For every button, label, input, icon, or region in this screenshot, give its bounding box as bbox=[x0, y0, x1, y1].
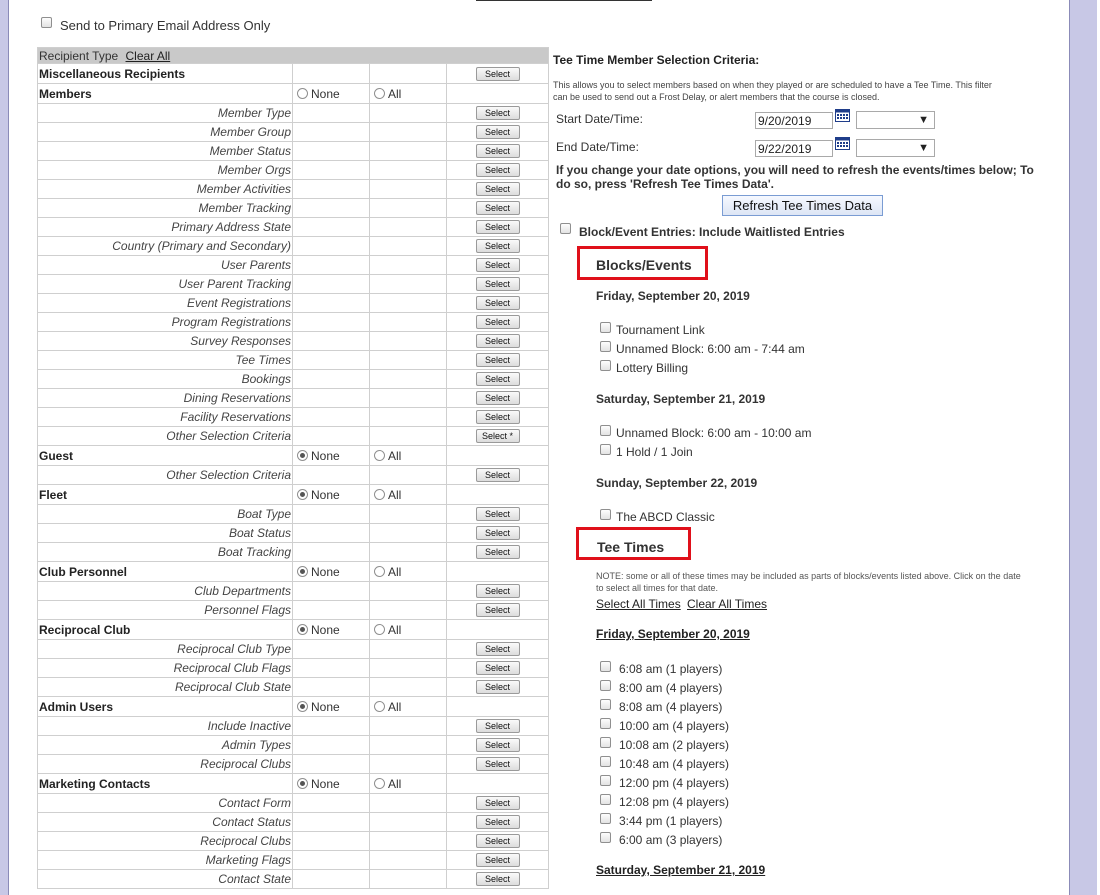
tee-time-checkbox[interactable] bbox=[600, 794, 611, 805]
tee-time-checkbox[interactable] bbox=[600, 737, 611, 748]
none-label: None bbox=[311, 487, 340, 502]
criteria-desc-line1: This allows you to select members based on when they played or are scheduled to have a Tee Time. This filter bbox=[553, 80, 992, 90]
all-label: All bbox=[388, 776, 402, 791]
end-time-dropdown[interactable] bbox=[856, 139, 935, 157]
members-row bbox=[38, 84, 549, 104]
criteria-label: Reciprocal Clubs bbox=[38, 755, 293, 774]
criteria-label: Member Status bbox=[38, 142, 293, 161]
select-button[interactable]: Select bbox=[476, 796, 520, 810]
end-calendar-icon[interactable] bbox=[835, 137, 850, 150]
tee-time-checkbox[interactable] bbox=[600, 699, 611, 710]
table-row bbox=[38, 466, 549, 485]
none-radio[interactable] bbox=[297, 624, 308, 635]
criteria-label: Boat Type bbox=[38, 505, 293, 524]
select-button[interactable]: Select bbox=[476, 642, 520, 656]
none-radio[interactable] bbox=[297, 566, 308, 577]
blocks-events-heading: Blocks/Events bbox=[596, 257, 692, 273]
criteria-label: Dining Reservations bbox=[38, 389, 293, 408]
reciprocal_club-row bbox=[38, 620, 549, 640]
marketing_contacts-none-option[interactable] bbox=[293, 774, 370, 794]
criteria-label: User Parent Tracking bbox=[38, 275, 293, 294]
tee-time-checkbox[interactable] bbox=[600, 718, 611, 729]
criteria-label: Contact Form bbox=[38, 794, 293, 813]
table-row bbox=[38, 199, 549, 218]
block-date-heading: Saturday, September 21, 2019 bbox=[596, 392, 766, 406]
table-row bbox=[38, 755, 549, 774]
block-label: Lottery Billing bbox=[616, 361, 689, 375]
select-button[interactable]: Select bbox=[476, 468, 520, 482]
select-button[interactable]: Select bbox=[476, 315, 520, 329]
all-radio[interactable] bbox=[374, 450, 385, 461]
tee-time-label: 8:00 am (4 players) bbox=[619, 681, 723, 695]
admin_users-all-option[interactable] bbox=[370, 697, 447, 717]
tee-time-checkbox[interactable] bbox=[600, 775, 611, 786]
criteria-label: Bookings bbox=[38, 370, 293, 389]
fleet-label: Fleet bbox=[38, 485, 293, 505]
start-time-dropdown[interactable] bbox=[856, 111, 935, 129]
criteria-title: Tee Time Member Selection Criteria: bbox=[553, 53, 760, 67]
fleet-all-option[interactable] bbox=[370, 485, 447, 505]
select-button[interactable]: Select bbox=[476, 277, 520, 291]
recipient-type-header: Recipient Type bbox=[39, 48, 119, 63]
select-button[interactable]: Select bbox=[476, 106, 520, 120]
club_personnel-label: Club Personnel bbox=[38, 562, 293, 582]
block-checkbox[interactable] bbox=[600, 425, 611, 436]
club_personnel-none-option[interactable] bbox=[293, 562, 370, 582]
table-row bbox=[38, 218, 549, 237]
criteria-label: Reciprocal Club Flags bbox=[38, 659, 293, 678]
table-row bbox=[38, 543, 549, 562]
criteria-label: Include Inactive bbox=[38, 717, 293, 736]
criteria-label: Facility Reservations bbox=[38, 408, 293, 427]
tee-time-checkbox[interactable] bbox=[600, 756, 611, 767]
select-button[interactable]: Select bbox=[476, 853, 520, 867]
table-row bbox=[38, 256, 549, 275]
table-row bbox=[38, 717, 549, 736]
table-row bbox=[38, 237, 549, 256]
marketing_contacts-row bbox=[38, 774, 549, 794]
criteria-label: Boat Tracking bbox=[38, 543, 293, 562]
send-primary-checkbox[interactable] bbox=[41, 17, 52, 28]
include-waitlist-label: Block/Event Entries: Include Waitlisted Entries bbox=[579, 225, 845, 239]
criteria-label: Marketing Flags bbox=[38, 851, 293, 870]
table-row bbox=[38, 427, 549, 446]
refresh-tee-times-button[interactable]: Refresh Tee Times Data bbox=[722, 195, 883, 216]
tee-times-heading: Tee Times bbox=[597, 539, 665, 555]
select-button[interactable]: Select bbox=[476, 163, 520, 177]
misc-select-button[interactable]: Select bbox=[476, 67, 520, 81]
all-radio[interactable] bbox=[374, 624, 385, 635]
criteria-desc-line2: can be used to send out a Frost Delay, or alert members that the course is closed. bbox=[553, 92, 880, 102]
club_personnel-row bbox=[38, 562, 549, 582]
criteria-label: Tee Times bbox=[38, 351, 293, 370]
criteria-label: Event Registrations bbox=[38, 294, 293, 313]
tee-time-label: 10:48 am (4 players) bbox=[619, 757, 730, 771]
select-button[interactable]: Select bbox=[476, 372, 520, 386]
tee-time-label: 6:00 am (3 players) bbox=[619, 833, 723, 847]
select-button[interactable]: Select bbox=[476, 834, 520, 848]
criteria-label: Club Departments bbox=[38, 582, 293, 601]
criteria-label: Primary Address State bbox=[38, 218, 293, 237]
end-date-label: End Date/Time: bbox=[556, 140, 639, 154]
select-button[interactable]: Select bbox=[476, 507, 520, 521]
criteria-label: Member Orgs bbox=[38, 161, 293, 180]
all-label: All bbox=[388, 86, 402, 101]
criteria-label: Personnel Flags bbox=[38, 601, 293, 620]
table-row bbox=[38, 275, 549, 294]
members-none-option[interactable] bbox=[293, 84, 370, 104]
criteria-label: Program Registrations bbox=[38, 313, 293, 332]
select-button[interactable]: Select * bbox=[476, 429, 520, 443]
top-rule bbox=[476, 0, 652, 1]
none-label: None bbox=[311, 564, 340, 579]
table-row bbox=[38, 505, 549, 524]
all-label: All bbox=[388, 699, 402, 714]
send-primary-label: Send to Primary Email Address Only bbox=[60, 18, 271, 33]
recipient-type-table bbox=[37, 47, 549, 889]
tee-date-link[interactable]: Saturday, September 21, 2019 bbox=[596, 863, 766, 877]
select-button[interactable]: Select bbox=[476, 391, 520, 405]
reciprocal_club-label: Reciprocal Club bbox=[38, 620, 293, 640]
refresh-warning-line2: do so, press 'Refresh Tee Times Data'. bbox=[556, 177, 775, 191]
criteria-label: Reciprocal Club Type bbox=[38, 640, 293, 659]
misc-recipients-label: Miscellaneous Recipients bbox=[38, 64, 293, 84]
tee-times-note-line1: NOTE: some or all of these times may be included as parts of blocks/events listed above. Click on the date bbox=[596, 571, 1021, 581]
criteria-label: Member Activities bbox=[38, 180, 293, 199]
select-button[interactable]: Select bbox=[476, 125, 520, 139]
all-radio[interactable] bbox=[374, 88, 385, 99]
clear-all-link[interactable]: Clear All bbox=[125, 48, 171, 63]
select-button[interactable]: Select bbox=[476, 296, 520, 310]
include-waitlist-checkbox[interactable] bbox=[560, 223, 571, 234]
criteria-label: Member Type bbox=[38, 104, 293, 123]
block-label: Unnamed Block: 6:00 am - 10:00 am bbox=[616, 426, 812, 440]
table-row bbox=[38, 351, 549, 370]
criteria-label: Member Tracking bbox=[38, 199, 293, 218]
select-button[interactable]: Select bbox=[476, 719, 520, 733]
criteria-label: Boat Status bbox=[38, 524, 293, 543]
guest-row bbox=[38, 446, 549, 466]
tee-time-label: 3:44 pm (1 players) bbox=[619, 814, 723, 828]
all-label: All bbox=[388, 487, 402, 502]
table-row bbox=[38, 313, 549, 332]
table-row bbox=[38, 161, 549, 180]
none-radio[interactable] bbox=[297, 450, 308, 461]
block-label: Tournament Link bbox=[616, 323, 705, 337]
select-button[interactable]: Select bbox=[476, 584, 520, 598]
misc-recipients-row bbox=[38, 64, 549, 84]
table-row bbox=[38, 180, 549, 199]
tee-time-label: 12:08 pm (4 players) bbox=[619, 795, 730, 809]
select-button[interactable]: Select bbox=[476, 220, 520, 234]
none-radio[interactable] bbox=[297, 88, 308, 99]
tee-time-checkbox[interactable] bbox=[600, 680, 611, 691]
select-button[interactable]: Select bbox=[476, 182, 520, 196]
criteria-label: Contact Status bbox=[38, 813, 293, 832]
table-row bbox=[38, 582, 549, 601]
select-button[interactable]: Select bbox=[476, 603, 520, 617]
reciprocal_club-none-option[interactable] bbox=[293, 620, 370, 640]
all-radio[interactable] bbox=[374, 566, 385, 577]
block-label: Unnamed Block: 6:00 am - 7:44 am bbox=[616, 342, 805, 356]
chevron-down-icon: ▼ bbox=[918, 114, 929, 126]
tee-date-link[interactable]: Friday, September 20, 2019 bbox=[596, 627, 750, 641]
select-all-times-link[interactable]: Select All Times bbox=[596, 597, 681, 611]
table-row bbox=[38, 601, 549, 620]
none-radio[interactable] bbox=[297, 489, 308, 500]
select-button[interactable]: Select bbox=[476, 239, 520, 253]
criteria-label: Other Selection Criteria bbox=[38, 427, 293, 446]
select-button[interactable]: Select bbox=[476, 410, 520, 424]
select-button[interactable]: Select bbox=[476, 815, 520, 829]
criteria-label: User Parents bbox=[38, 256, 293, 275]
guest-label: Guest bbox=[38, 446, 293, 466]
all-radio[interactable] bbox=[374, 701, 385, 712]
table-row bbox=[38, 524, 549, 543]
table-row bbox=[38, 123, 549, 142]
tee-time-label: 6:08 am (1 players) bbox=[619, 662, 723, 676]
select-button[interactable]: Select bbox=[476, 680, 520, 694]
block-checkbox[interactable] bbox=[600, 360, 611, 371]
tee-time-checkbox[interactable] bbox=[600, 661, 611, 672]
guest-all-option[interactable] bbox=[370, 446, 447, 466]
table-row bbox=[38, 870, 549, 889]
select-button[interactable]: Select bbox=[476, 526, 520, 540]
select-button[interactable]: Select bbox=[476, 738, 520, 752]
table-row bbox=[38, 813, 549, 832]
criteria-label: Survey Responses bbox=[38, 332, 293, 351]
table-header-row bbox=[38, 48, 549, 64]
table-row bbox=[38, 678, 549, 697]
tee-times-note-line2: to select all times for that date. bbox=[596, 583, 719, 593]
table-row bbox=[38, 142, 549, 161]
members-label: Members bbox=[38, 84, 293, 104]
end-date-input[interactable]: 9/22/2019 bbox=[755, 140, 833, 157]
block-checkbox[interactable] bbox=[600, 509, 611, 520]
table-row bbox=[38, 389, 549, 408]
select-button[interactable]: Select bbox=[476, 872, 520, 886]
criteria-label: Reciprocal Club State bbox=[38, 678, 293, 697]
refresh-warning-line1: If you change your date options, you will need to refresh the events/times below; To bbox=[556, 163, 1034, 177]
table-row bbox=[38, 851, 549, 870]
criteria-label: Member Group bbox=[38, 123, 293, 142]
start-calendar-icon[interactable] bbox=[835, 109, 850, 122]
all-label: All bbox=[388, 448, 402, 463]
select-button[interactable]: Select bbox=[476, 545, 520, 559]
criteria-label: Contact State bbox=[38, 870, 293, 889]
none-label: None bbox=[311, 699, 340, 714]
all-label: All bbox=[388, 564, 402, 579]
table-row bbox=[38, 408, 549, 427]
table-row bbox=[38, 294, 549, 313]
none-label: None bbox=[311, 448, 340, 463]
table-row bbox=[38, 640, 549, 659]
select-button[interactable]: Select bbox=[476, 258, 520, 272]
select-button[interactable]: Select bbox=[476, 353, 520, 367]
block-date-heading: Friday, September 20, 2019 bbox=[596, 289, 750, 303]
block-label: The ABCD Classic bbox=[616, 510, 715, 524]
table-row bbox=[38, 832, 549, 851]
criteria-label: Other Selection Criteria bbox=[38, 466, 293, 485]
club_personnel-all-option[interactable] bbox=[370, 562, 447, 582]
table-row bbox=[38, 659, 549, 678]
block-checkbox[interactable] bbox=[600, 322, 611, 333]
start-date-input[interactable]: 9/20/2019 bbox=[755, 112, 833, 129]
left-frame-border bbox=[0, 0, 9, 895]
reciprocal_club-all-option[interactable] bbox=[370, 620, 447, 640]
none-label: None bbox=[311, 776, 340, 791]
tee-time-label: 12:00 pm (4 players) bbox=[619, 776, 730, 790]
all-radio[interactable] bbox=[374, 778, 385, 789]
fleet-row bbox=[38, 485, 549, 505]
tee-time-checkbox[interactable] bbox=[600, 832, 611, 843]
select-button[interactable]: Select bbox=[476, 201, 520, 215]
all-radio[interactable] bbox=[374, 489, 385, 500]
admin_users-none-option[interactable] bbox=[293, 697, 370, 717]
clear-all-times-link[interactable]: Clear All Times bbox=[687, 597, 768, 611]
block-label: 1 Hold / 1 Join bbox=[616, 445, 693, 459]
table-row bbox=[38, 332, 549, 351]
criteria-label: Reciprocal Clubs bbox=[38, 832, 293, 851]
block-checkbox[interactable] bbox=[600, 341, 611, 352]
guest-none-option[interactable] bbox=[293, 446, 370, 466]
all-label: All bbox=[388, 622, 402, 637]
start-date-label: Start Date/Time: bbox=[556, 112, 643, 126]
tee-time-label: 10:00 am (4 players) bbox=[619, 719, 730, 733]
admin_users-label: Admin Users bbox=[38, 697, 293, 717]
block-checkbox[interactable] bbox=[600, 444, 611, 455]
tee-time-checkbox[interactable] bbox=[600, 813, 611, 824]
block-date-heading: Sunday, September 22, 2019 bbox=[596, 476, 758, 490]
select-button[interactable]: Select bbox=[476, 144, 520, 158]
criteria-label: Admin Types bbox=[38, 736, 293, 755]
criteria-label: Country (Primary and Secondary) bbox=[38, 237, 293, 256]
none-radio[interactable] bbox=[297, 701, 308, 712]
none-label: None bbox=[311, 86, 340, 101]
fleet-none-option[interactable] bbox=[293, 485, 370, 505]
select-button[interactable]: Select bbox=[476, 661, 520, 675]
tee-time-label: 10:08 am (2 players) bbox=[619, 738, 730, 752]
admin_users-row bbox=[38, 697, 549, 717]
right-frame-border bbox=[1069, 0, 1098, 895]
members-all-option[interactable] bbox=[370, 84, 447, 104]
table-row bbox=[38, 370, 549, 389]
chevron-down-icon: ▼ bbox=[918, 142, 929, 154]
none-label: None bbox=[311, 622, 340, 637]
select-button[interactable]: Select bbox=[476, 334, 520, 348]
select-button[interactable]: Select bbox=[476, 757, 520, 771]
table-row bbox=[38, 104, 549, 123]
table-row bbox=[38, 794, 549, 813]
none-radio[interactable] bbox=[297, 778, 308, 789]
tee-time-label: 8:08 am (4 players) bbox=[619, 700, 723, 714]
marketing_contacts-all-option[interactable] bbox=[370, 774, 447, 794]
marketing_contacts-label: Marketing Contacts bbox=[38, 774, 293, 794]
table-row bbox=[38, 736, 549, 755]
